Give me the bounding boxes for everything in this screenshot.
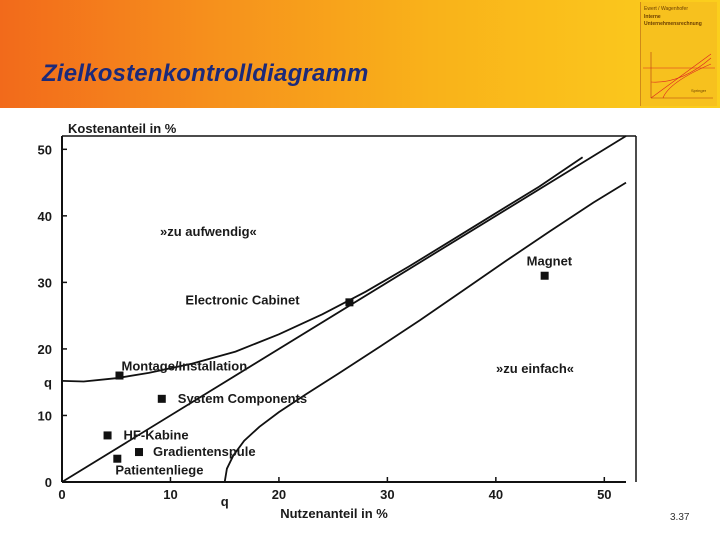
x-tick-label: 0 (58, 487, 66, 502)
book-cover-publisher: Springer (691, 88, 707, 93)
x-axis-label: Nutzenanteil in % (280, 506, 388, 521)
x-tick-label: 50 (597, 487, 612, 502)
data-point-marker (104, 431, 112, 439)
book-cover-thumbnail (640, 2, 717, 106)
x-tick-label: 20 (271, 487, 287, 502)
x-tick-label: 10 (163, 487, 178, 502)
data-point-label: HF-Kabine (123, 427, 189, 443)
x-tick-label: 30 (380, 487, 395, 502)
slide-header (0, 0, 720, 108)
x-tick-label: 40 (488, 487, 504, 502)
x-q-label: q (220, 494, 229, 509)
upper-boundary-curve (62, 157, 583, 381)
book-cover-title-line1: Interne (644, 14, 661, 20)
region-label-too-simple: »zu einfach« (496, 361, 575, 376)
data-point-marker (541, 272, 549, 280)
y-axis-label: Kostenanteil in % (68, 121, 177, 136)
slide-number: 3.37 (670, 512, 690, 523)
data-point-label: Montage/Installation (121, 358, 248, 374)
y-tick-label: 30 (37, 275, 52, 291)
book-cover-authors: Ewert / Wagenhofer (644, 6, 689, 12)
data-point-marker (345, 298, 353, 306)
page-title: Zielkostenkontrolldiagramm (42, 60, 369, 87)
data-point-label: Electronic Cabinet (185, 292, 300, 308)
target-cost-control-chart (0, 108, 720, 540)
data-point-marker (158, 395, 166, 403)
data-point-marker (113, 455, 121, 463)
data-point-label: Gradientenspule (153, 444, 256, 460)
region-label-too-expensive: »zu aufwendig« (160, 224, 257, 239)
y-tick-label: 40 (37, 208, 52, 224)
data-point-label: System Components (177, 390, 308, 406)
data-point-label: Magnet (526, 253, 573, 269)
book-cover-title-line2: Unternehmensrechnung (644, 21, 702, 27)
data-point-label: Patientenliege (115, 462, 204, 478)
y-tick-label: 0 (44, 475, 52, 490)
y-tick-label: 50 (37, 142, 52, 158)
y-tick-label: 10 (37, 408, 52, 424)
data-point-marker (135, 448, 143, 456)
chart-axes (38, 136, 636, 509)
y-tick-label: 20 (37, 341, 52, 357)
y-q-label: q (44, 375, 52, 391)
